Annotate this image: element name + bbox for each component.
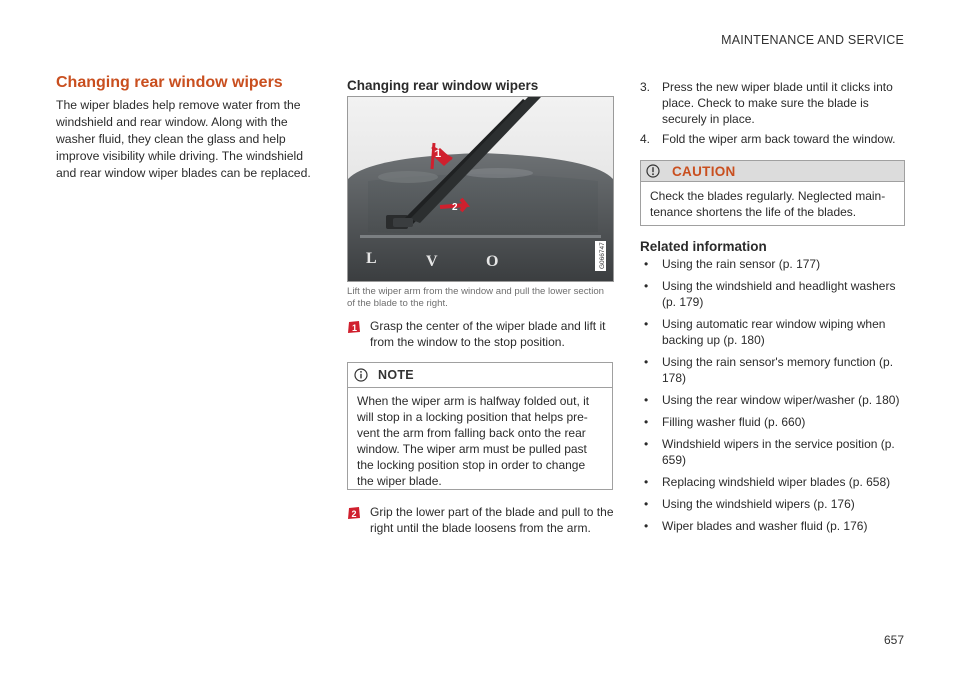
section-heading: Changing rear window wipers (347, 78, 539, 93)
note-box (347, 362, 613, 490)
related-item[interactable]: • Wiper blades and washer fluid (p. 176) (644, 519, 868, 533)
badge-letter-o: O (486, 253, 499, 270)
wiper-illustration (347, 96, 614, 282)
caution-header (641, 161, 904, 182)
related-item[interactable]: • Using the rain sensor (p. 177) (644, 257, 821, 271)
figure-caption: Lift the wiper arm from the window and pull the lower section of the blade to the right. (347, 286, 605, 309)
badge-letter-l: L (366, 250, 377, 267)
step-2 (347, 504, 614, 536)
info-icon (354, 368, 368, 382)
step-4-number: 4. (640, 132, 651, 146)
related-item[interactable]: • Filling washer fluid (p. 660) (644, 415, 806, 429)
related-item[interactable]: • Using the rear window wiper/washer (p. 180) (644, 393, 900, 407)
related-item[interactable]: • Using automatic rear window wiping when backing up (p. 180) (644, 317, 886, 347)
page-title: Changing rear window wipers (56, 74, 283, 91)
step-3-number: 3. (640, 80, 651, 94)
section-header: MAINTENANCE AND SERVICE (721, 33, 904, 47)
step-1-badge-icon (347, 320, 361, 334)
related-list (640, 256, 905, 540)
step-1-text: Grasp the center of the wiper blade and lift it from the window to the stop position. (370, 319, 606, 349)
caution-title: CAUTION (672, 163, 736, 179)
figure-code: G066747 (599, 242, 606, 269)
warning-icon (646, 164, 660, 178)
step-1 (347, 318, 614, 350)
step-4 (640, 131, 905, 147)
step-2-text: Grip the lower part of the blade and pull to the right until the blade loosens from the arm. (370, 505, 614, 535)
svg-text:2: 2 (351, 509, 357, 519)
page-number: 657 (883, 633, 904, 647)
note-title: NOTE (378, 368, 414, 382)
note-header (348, 363, 612, 388)
caution-box (640, 160, 905, 226)
step-3-text: Press the new wiper blade until it clicks into place. Check to make sure the blade is securely in place. (662, 80, 893, 126)
related-item[interactable]: • Using the rain sensor's memory function (p. 178) (644, 355, 894, 385)
related-heading: Related information (640, 239, 767, 254)
intro-paragraph: The wiper blades help remove water from the windshield and rear window. Along with the washer fluid, they clean the glass and help improve visibility while driving. The windshield and rear window wiper blades can be replaced. (56, 98, 311, 180)
related-item[interactable]: • Replacing windshield wiper blades (p. 658) (644, 475, 891, 489)
svg-text:1: 1 (352, 323, 358, 333)
wiper-illustration-svg (348, 97, 613, 281)
step-3 (640, 79, 905, 127)
caution-body: Check the blades regularly. Neglected main-tenance shortens the life of the blades. (650, 189, 886, 219)
callout-1: 1 (435, 148, 442, 160)
related-item[interactable]: • Windshield wipers in the service position (p. 659) (644, 437, 895, 467)
step-2-badge-icon (347, 506, 361, 520)
callout-2: 2 (452, 202, 458, 213)
note-body: When the wiper arm is halfway folded out, it will stop in a locking position that helps pre-vent the arm from falling back onto the rear window. The wiper arm must be pulled past the locking position stop in order to change the wiper blade. (357, 394, 590, 488)
badge-letter-v: V (426, 253, 438, 270)
related-item[interactable]: • Using the windshield wipers (p. 176) (644, 497, 855, 511)
related-item[interactable]: • Using the windshield and headlight washers (p. 179) (644, 279, 896, 309)
step-4-text: Fold the wiper arm back toward the window. (662, 132, 896, 146)
